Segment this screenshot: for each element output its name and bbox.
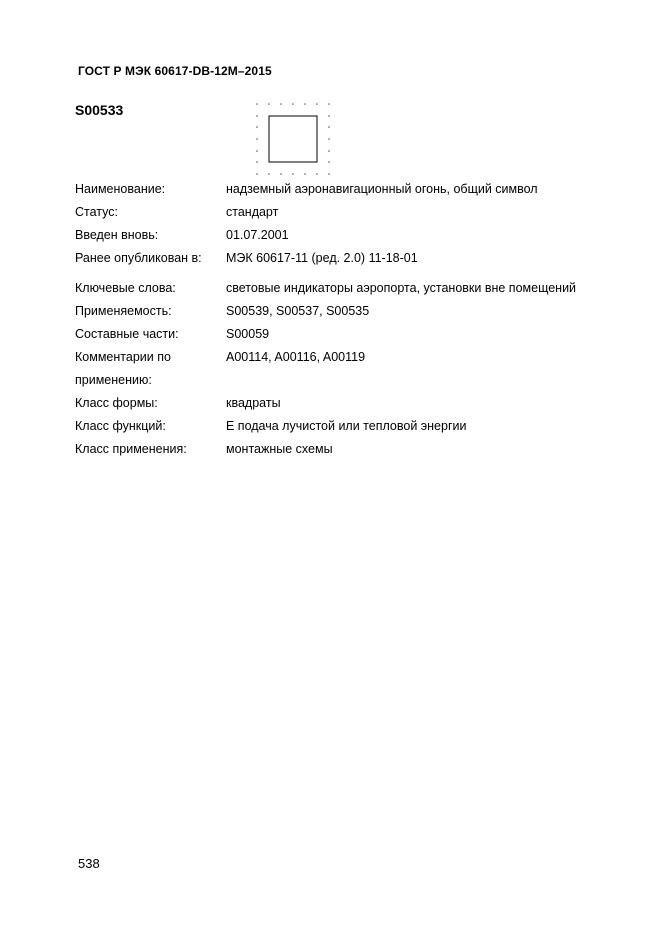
property-row-name bbox=[75, 178, 595, 201]
property-row-components bbox=[75, 323, 595, 346]
property-value: монтажные схемы bbox=[226, 442, 333, 456]
property-row-shape-class bbox=[75, 392, 595, 415]
property-row-status bbox=[75, 201, 595, 224]
property-value: S00539, S00537, S00535 bbox=[226, 304, 370, 318]
property-label: Комментарии по применению: bbox=[75, 350, 171, 387]
property-value: надземный аэронавигационный огонь, общий символ bbox=[226, 182, 538, 196]
property-label: Класс функций: bbox=[75, 419, 166, 433]
property-row-applicability bbox=[75, 300, 595, 323]
property-label: Статус: bbox=[75, 205, 118, 219]
square-symbol-icon bbox=[255, 103, 331, 175]
property-row-keywords bbox=[75, 270, 595, 300]
property-row-introduced bbox=[75, 224, 595, 247]
property-label: Наименование: bbox=[75, 182, 166, 196]
page-number: 538 bbox=[78, 856, 100, 871]
property-label: Составные части: bbox=[75, 327, 179, 341]
property-value: стандарт bbox=[226, 205, 279, 219]
property-label: Введен вновь: bbox=[75, 228, 159, 242]
symbol-properties-table bbox=[75, 178, 595, 461]
property-value: E подача лучистой или тепловой энергии bbox=[226, 419, 467, 433]
property-value: световые индикаторы аэропорта, установки вне помещений bbox=[226, 281, 577, 295]
property-value: S00059 bbox=[226, 327, 270, 341]
property-label: Ключевые слова: bbox=[75, 281, 176, 295]
property-value: 01.07.2001 bbox=[226, 228, 289, 242]
property-value: квадраты bbox=[226, 396, 281, 410]
property-value: МЭК 60617-11 (ред. 2.0) 11-18-01 bbox=[226, 251, 418, 265]
symbol-code: S00533 bbox=[75, 102, 124, 118]
property-row-previously-published bbox=[75, 247, 595, 270]
property-label: Класс применения: bbox=[75, 442, 187, 456]
property-label: Класс формы: bbox=[75, 396, 158, 410]
property-row-application-class bbox=[75, 438, 595, 461]
document-header: ГОСТ Р МЭК 60617-DB-12M–2015 bbox=[78, 64, 272, 78]
property-row-function-class bbox=[75, 415, 595, 438]
property-row-application-notes bbox=[75, 346, 595, 392]
property-label: Применяемость: bbox=[75, 304, 172, 318]
property-label: Ранее опубликован в: bbox=[75, 251, 202, 265]
property-value: A00114, A00116, A00119 bbox=[226, 350, 366, 364]
